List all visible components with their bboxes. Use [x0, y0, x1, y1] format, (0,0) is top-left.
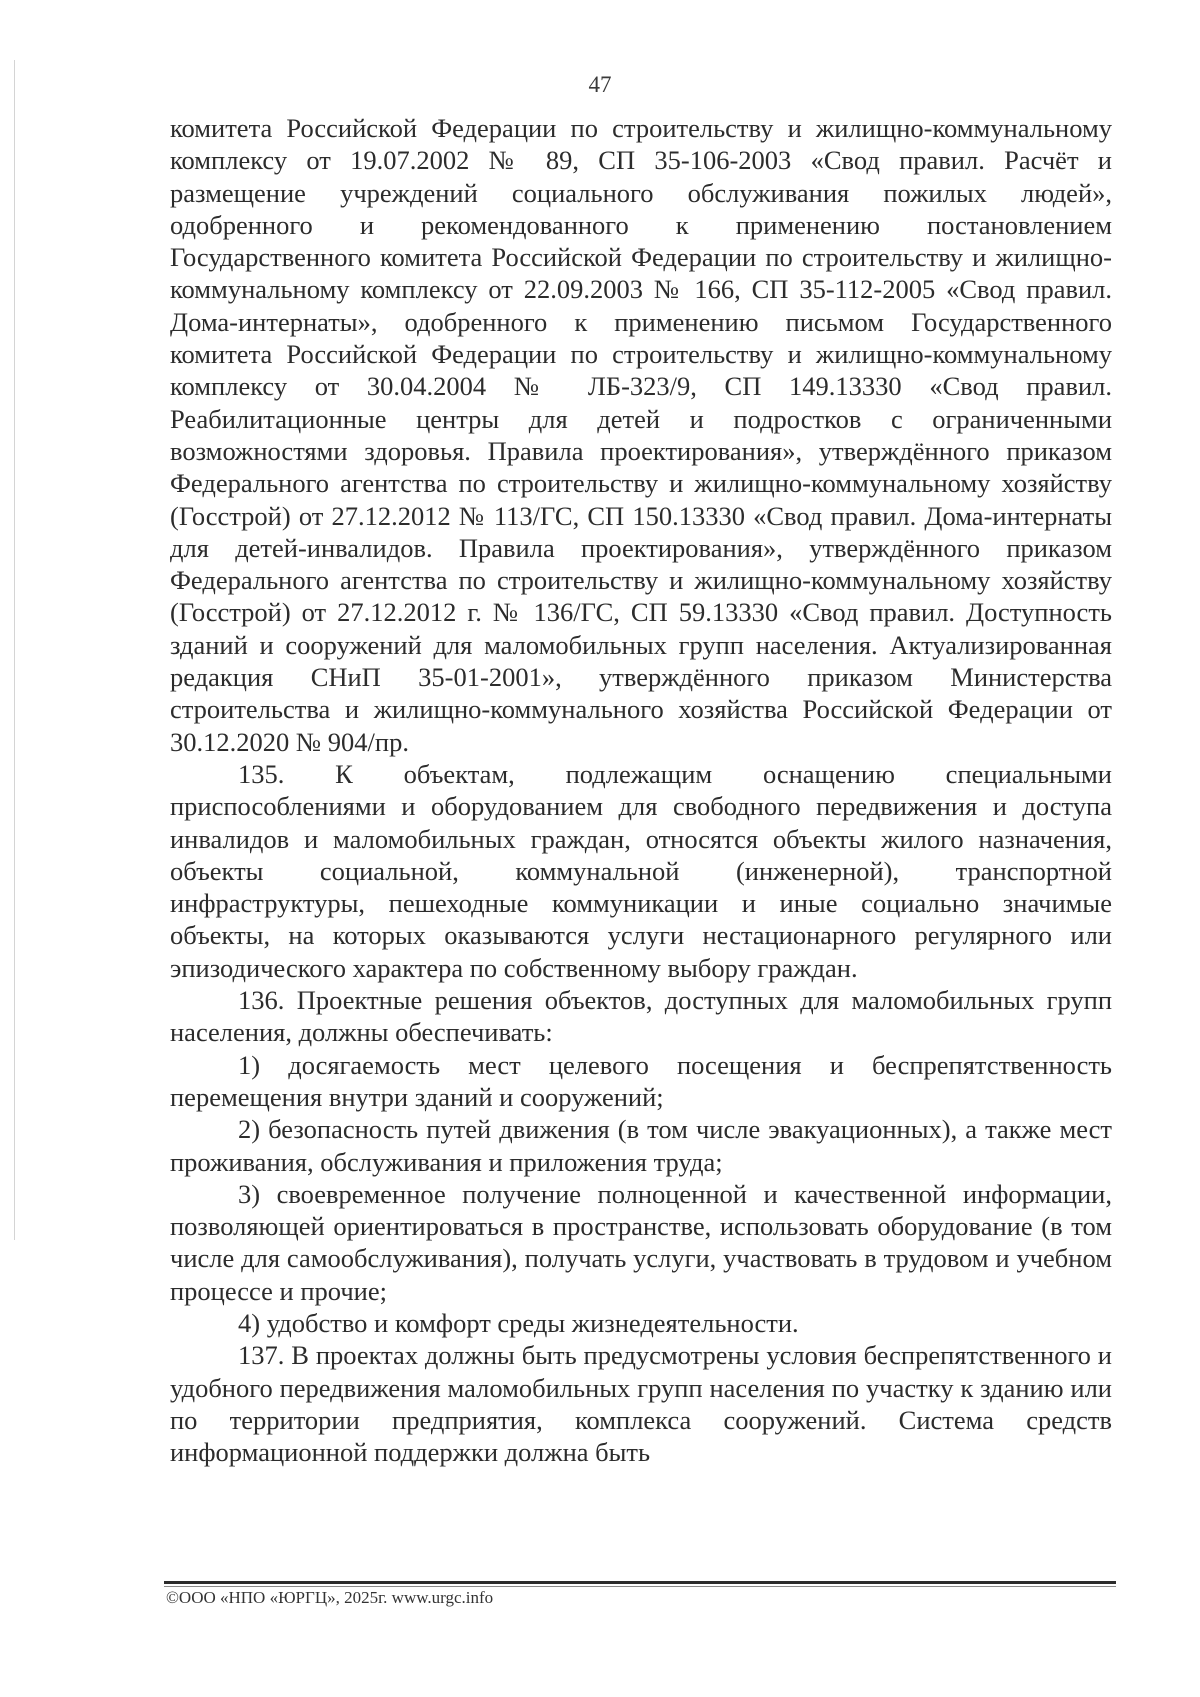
list-item-2: 2) безопасность путей движения (в том числе эвакуационных), а также мест проживания, обслуживания и приложения труда; — [170, 1114, 1112, 1177]
list-item-3: 3) своевременное получение полноценной и качественной информации, позволяющей ориентироваться в пространстве, использовать оборудование (в том числе для самообслуживания), получать услуги, участвовать в трудовом и учебном процессе и прочие; — [170, 1178, 1112, 1306]
body-text — [170, 112, 1112, 1468]
list-item-1: 1) досягаемость мест целевого посещения и беспрепятственность перемещения внутри зданий и сооружений; — [170, 1049, 1112, 1112]
paragraph-continuation: комитета Российской Федерации по строительству и жилищно-коммунальному комплексу от 19.07.2002 № 89, СП 35-106-2003 «Свод правил. Расчёт и размещение учреждений социального обслуживания пожилых людей», одобренного и рекомендованного к применению постановлением Государственного комитета Российской Федерации по строительству и жилищно-коммунальному комплексу от 22.09.2003 № 166, СП 35-112-2005 «Свод правил. Дома-интернаты», одобренного к применению письмом Государственного комитета Российской Федерации по строительству и жилищно-коммунальному комплексу от 30.04.2004 № ЛБ-323/9, СП 149.13330 «Свод правил. Реабилитационные центры для детей и подростков с ограниченными возможностями здоровья. Правила проектирования», утверждённого приказом Федерального агентства по строительству и жилищно-коммунальному хозяйству (Госстрой) от 27.12.2012 № 113/ГС, СП 150.13330 «Свод правил. Дома-интернаты для детей-инвалидов. Правила проектирования», утверждённого приказом Федерального агентства по строительству и жилищно-коммунальному хозяйству (Госстрой) от 27.12.2012 г. № 136/ГС, СП 59.13330 «Свод правил. Доступность зданий и сооружений для маломобильных групп населения. Актуализированная редакция СНиП 35-01-2001», утверждённого приказом Министерства строительства и жилищно-коммунального хозяйства Российской Федерации от 30.12.2020 № 904/пр. — [170, 113, 1112, 757]
paragraph-136: 136. Проектные решения объектов, доступных для маломобильных групп населения, должны обеспечивать: — [170, 985, 1112, 1048]
footer-copyright: ©ООО «НПО «ЮРГЦ», 2025г. www.urgc.info — [166, 1588, 494, 1607]
paragraph-137: 137. В проектах должны быть предусмотрены условия беспрепятственного и удобного передвижения маломобильных групп населения по участку к зданию или по территории предприятия, комплекса сооружений. Система средств информационной поддержки должна быть — [170, 1340, 1112, 1468]
footer-divider — [164, 1581, 1116, 1584]
page-number: 47 — [588, 72, 612, 97]
footer-divider-thin — [164, 1586, 1116, 1587]
list-item-4: 4) удобство и комфорт среды жизнедеятельности. — [238, 1307, 799, 1338]
paragraph-135: 135. К объектам, подлежащим оснащению специальными приспособлениями и оборудованием для свободного передвижения и доступа инвалидов и маломобильных граждан, относятся объекты жилого назначения, объекты социальной, коммунальной (инженерной), транспортной инфраструктуры, пешеходные коммуникации и иные социально значимые объекты, на которых оказываются услуги нестационарного регулярного или эпизодического характера по собственному выбору граждан. — [170, 758, 1112, 983]
scan-edge-line — [14, 60, 15, 1240]
